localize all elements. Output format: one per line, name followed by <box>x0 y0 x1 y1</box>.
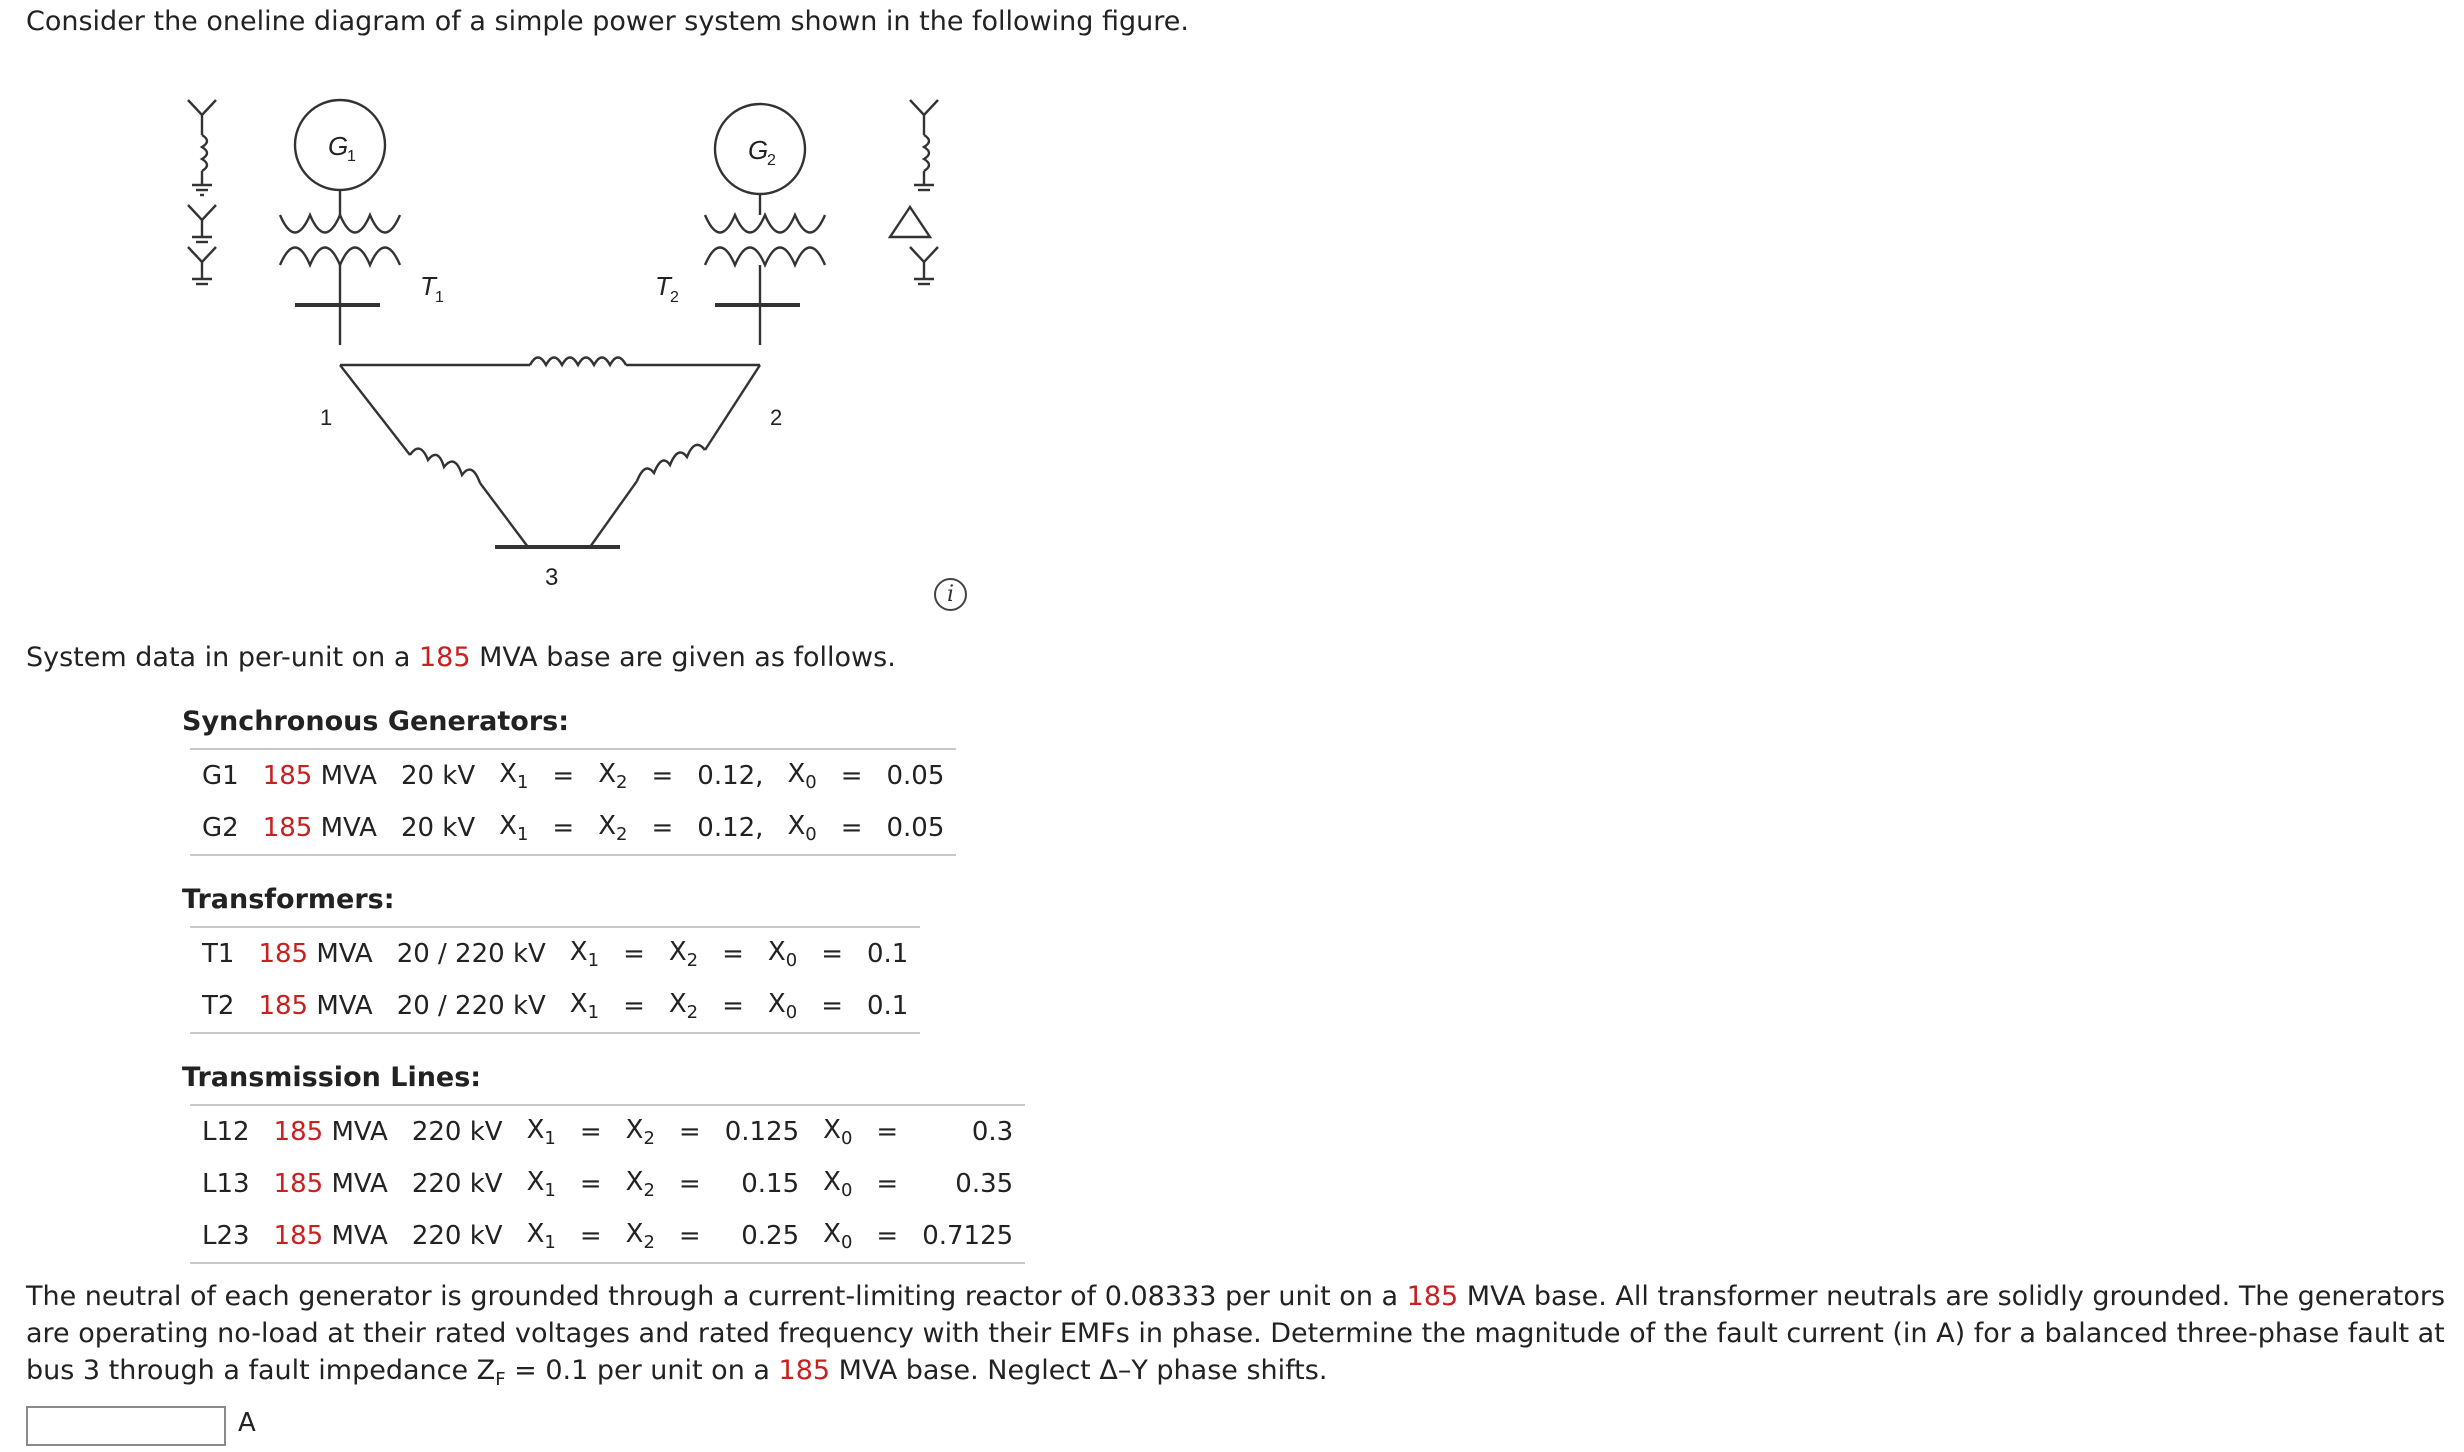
row-name: T2 <box>190 980 246 1033</box>
t2-sub: 2 <box>670 289 679 306</box>
bus2-label: 2 <box>770 405 783 430</box>
equals-sign: = <box>829 802 875 855</box>
row-mva: 185 MVA <box>251 802 389 855</box>
question-intro: Consider the oneline diagram of a simple power system shown in the following figure. <box>26 6 1189 37</box>
equals-sign: = <box>864 1210 910 1263</box>
generator-row <box>190 802 956 855</box>
row-mva: 185 MVA <box>273 1169 388 1199</box>
x12-value: 0.12, <box>685 802 775 855</box>
x2-symbol: $X_2$ <box>657 927 710 980</box>
gen1-sub: 1 <box>347 148 356 165</box>
x0-symbol: $X_0$ <box>811 1105 864 1158</box>
t1-sub: 1 <box>435 289 444 306</box>
info-icon[interactable]: i <box>934 578 967 611</box>
line-row <box>190 1210 1025 1263</box>
problem-paragraph: The neutral of each generator is grounded through a current-limiting reactor of 0.08333 per unit on a 185 MVA base. All transformer neutrals are solidly grounded. The generators are operating no-load at their rated voltages and rated frequency with their EMFs in phase. Determine the magnitude of the fault current (in A) for a balanced three-phase fault at bus 3 through a fault impedance $Z_F = 0.1$ per unit on a 185 MVA base. Neglect Δ–Y phase shifts. <box>26 1281 2446 1390</box>
transformer-row <box>190 927 920 980</box>
lines-table <box>190 1104 1025 1264</box>
transformers-table <box>190 926 920 1034</box>
equals-sign: = <box>639 802 685 855</box>
x2-symbol: $X_2$ <box>614 1210 667 1263</box>
row-kv: 20 kV <box>389 749 487 802</box>
transformers-title: Transformers: <box>182 884 395 915</box>
equals-sign: = <box>876 1169 899 1199</box>
x12-value: 0.12, <box>685 749 775 802</box>
x0-value: 0.3 <box>910 1105 1025 1158</box>
row-kv: 220 kV <box>400 1105 515 1158</box>
bus1-label: 1 <box>320 405 333 430</box>
row-kv: 220 kV <box>400 1210 515 1263</box>
gen2-sub: 2 <box>767 152 776 169</box>
bus3-label: 3 <box>545 564 559 591</box>
equals-sign: = <box>710 927 756 980</box>
system-base: 185 <box>418 642 471 673</box>
x0-symbol: $X_0$ <box>756 927 809 980</box>
row-kv: 20 / 220 kV <box>385 980 558 1033</box>
row-kv: 20 kV <box>389 802 487 855</box>
x1-symbol: $X_1$ <box>515 1105 568 1158</box>
x2-symbol: $X_2$ <box>586 749 639 802</box>
row-mva: 185 MVA <box>262 1210 400 1263</box>
x12-value: 0.15 <box>741 1169 800 1199</box>
equals-sign: = <box>540 802 586 855</box>
x1-symbol: $X_1$ <box>558 927 611 980</box>
answer-unit: A <box>238 1408 256 1438</box>
equals-sign: = <box>568 1105 614 1158</box>
t1-label: T <box>420 271 436 301</box>
equals-sign: = <box>639 749 685 802</box>
line-row <box>190 1158 1025 1210</box>
row-mva: 185 MVA <box>262 1105 400 1158</box>
x12-value: 0.25 <box>713 1210 811 1263</box>
row-mva: 185 MVA <box>246 980 384 1033</box>
x1-symbol: $X_1$ <box>487 802 540 855</box>
generators-title: Synchronous Generators: <box>182 706 570 737</box>
row-name: L12 <box>190 1105 262 1158</box>
t2-label: T <box>655 271 671 301</box>
equals-sign: = <box>864 1105 910 1158</box>
equals-sign: = <box>667 1210 713 1263</box>
gen1-label: G <box>328 131 349 161</box>
gen2-label: G <box>748 135 769 165</box>
x2-symbol: $X_2$ <box>625 1167 655 1201</box>
equals-sign: = <box>611 980 657 1033</box>
x0-symbol: $X_0$ <box>756 980 809 1033</box>
generators-table <box>190 748 956 856</box>
answer-input[interactable] <box>26 1406 226 1446</box>
x0-value: 0.35 <box>955 1169 1014 1199</box>
x1-symbol: $X_1$ <box>526 1167 556 1201</box>
generator-row <box>190 749 956 802</box>
equals-sign: = <box>667 1105 713 1158</box>
equals-sign: = <box>678 1169 701 1199</box>
x0-symbol: $X_0$ <box>811 1210 864 1263</box>
equals-sign: = <box>579 1169 602 1199</box>
row-name: L23 <box>190 1210 262 1263</box>
x12-value: 0.125 <box>713 1105 811 1158</box>
oneline-diagram <box>150 65 950 625</box>
x2-symbol: $X_2$ <box>657 980 710 1033</box>
lines-title: Transmission Lines: <box>182 1062 482 1093</box>
x-value: 0.1 <box>855 980 920 1033</box>
equals-sign: = <box>809 980 855 1033</box>
row-mva: 185 MVA <box>251 749 389 802</box>
row-name: T1 <box>190 927 246 980</box>
x0-symbol: $X_0$ <box>775 802 828 855</box>
x-value: 0.1 <box>855 927 920 980</box>
transformer-row <box>190 980 920 1033</box>
equals-sign: = <box>540 749 586 802</box>
row-name: L13 <box>202 1169 250 1199</box>
x2-symbol: $X_2$ <box>586 802 639 855</box>
equals-sign: = <box>611 927 657 980</box>
x1-symbol: $X_1$ <box>487 749 540 802</box>
x2-symbol: $X_2$ <box>614 1105 667 1158</box>
x1-symbol: $X_1$ <box>515 1210 568 1263</box>
system-data-line: System data in per-unit on a 185 MVA base are given as follows. <box>26 642 896 673</box>
x0-value: 0.7125 <box>910 1210 1025 1263</box>
row-name: G2 <box>190 802 251 855</box>
x0-symbol: $X_0$ <box>775 749 828 802</box>
row-kv: 20 / 220 kV <box>385 927 558 980</box>
line-row <box>190 1105 1025 1158</box>
x0-value: 0.05 <box>875 749 957 802</box>
x0-value: 0.05 <box>875 802 957 855</box>
equals-sign: = <box>568 1210 614 1263</box>
equals-sign: = <box>829 749 875 802</box>
equals-sign: = <box>809 927 855 980</box>
x0-symbol: $X_0$ <box>823 1167 853 1201</box>
equals-sign: = <box>710 980 756 1033</box>
row-name: G1 <box>190 749 251 802</box>
row-kv: 220 kV <box>411 1169 503 1199</box>
row-mva: 185 MVA <box>246 927 384 980</box>
x1-symbol: $X_1$ <box>558 980 611 1033</box>
